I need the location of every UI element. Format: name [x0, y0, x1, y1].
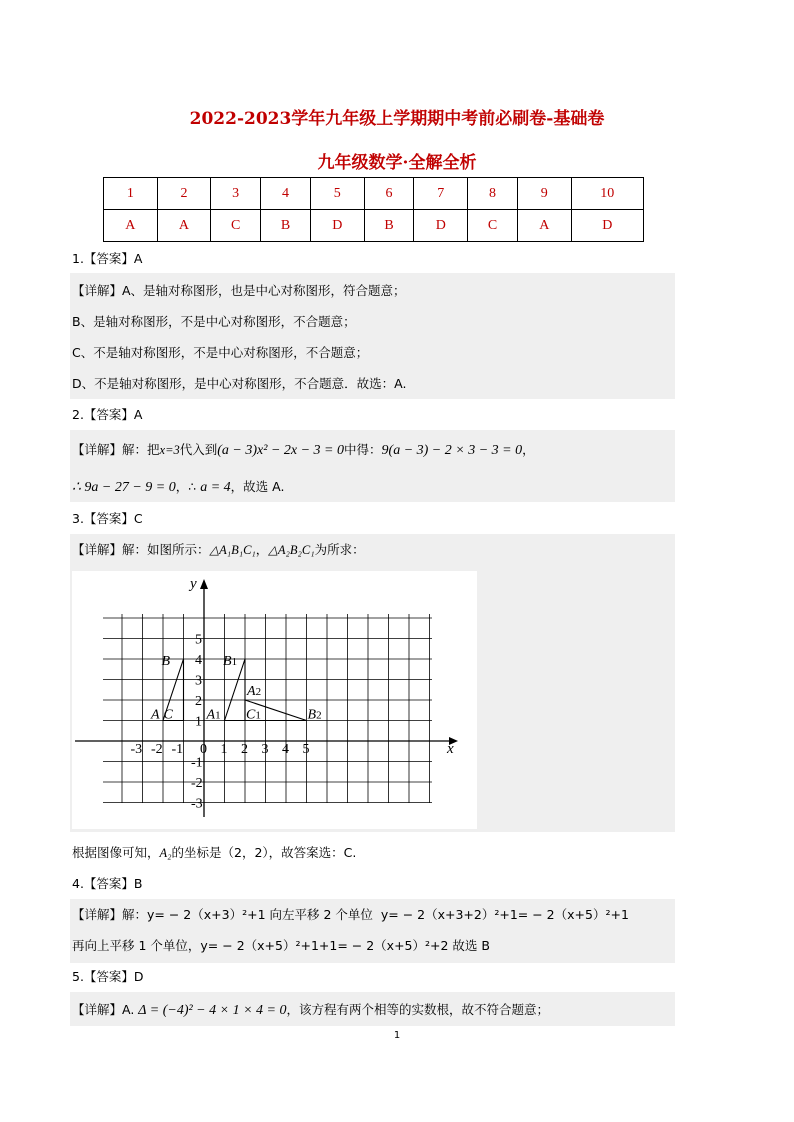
x-tick-label: -1	[171, 742, 184, 757]
label-letter: B	[307, 707, 317, 723]
coordinate-grid-figure	[72, 571, 477, 829]
q3-separator: ，	[255, 542, 269, 557]
x-tick-label: 2	[241, 742, 248, 757]
label-subscript: 1	[215, 709, 221, 722]
q2-answer: 2.【答案】A	[72, 407, 143, 422]
q5-detail-prefix: 【详解】A.	[72, 1002, 135, 1017]
document-subtitle: 九年级数学·全解全析	[317, 153, 477, 173]
table-cell: D	[310, 210, 364, 242]
label-subscript: 1	[255, 709, 261, 722]
table-cell: 6	[364, 178, 414, 210]
y-tick-label: -3	[191, 796, 203, 812]
table-cell: D	[414, 210, 468, 242]
answer-table-answer-row	[104, 210, 644, 242]
y-tick-label: 3	[195, 673, 202, 689]
q3-detail-suffix: 为所求：	[314, 542, 365, 557]
q1-detail-line: C、不是轴对称图形，不是中心对称图形，不合题意；	[72, 345, 369, 360]
table-cell: 2	[157, 178, 211, 210]
q4-step-1: y= − 2（x+3）²+1 向左平移 2 个单位	[147, 907, 373, 922]
x-tick-label: 0	[200, 742, 207, 757]
y-tick-label: -2	[191, 776, 203, 791]
q3-conclusion-prefix: 根据图像可知，	[72, 845, 160, 860]
q4-detail-line-2: 再向上平移 1 个单位，y= − 2（x+5）²+1+1= − 2（x+5）²+2 故选 B	[72, 938, 490, 953]
point-label-B2	[308, 708, 322, 723]
table-cell: D	[571, 210, 643, 242]
table-cell: 3	[211, 178, 261, 210]
x-tick-label: 5	[302, 742, 310, 757]
table-cell: 10	[571, 178, 643, 210]
point-label-B: B	[161, 654, 171, 669]
q2-equation-4: a = 4	[200, 480, 231, 495]
q5-answer: 5.【答案】D	[72, 969, 144, 984]
q4-detail-line-1	[72, 907, 629, 923]
x-tick-label: -2	[151, 742, 163, 757]
q4-answer: 4.【答案】B	[72, 876, 143, 891]
point-label-A2	[246, 684, 261, 699]
x-tick-label: 3	[261, 742, 269, 757]
point-label-C1	[246, 708, 261, 723]
table-cell: A	[104, 210, 158, 242]
y-tick-label: 5	[195, 632, 202, 648]
table-cell: A	[517, 210, 571, 242]
table-cell: C	[211, 210, 261, 242]
y-axis-label: y	[190, 576, 197, 592]
q4-step-2: y= − 2（x+3+2）²+1= − 2（x+5）²+1	[380, 907, 629, 922]
table-cell: 8	[468, 178, 518, 210]
point-label-A1	[206, 708, 221, 723]
document-title: 2022-2023学年九年级上学期期中考前必刷卷-基础卷	[189, 109, 605, 129]
label-subscript: 1	[231, 656, 238, 668]
q1-answer: 1.【答案】A	[72, 251, 143, 266]
q2-x-value: x=3	[159, 443, 180, 457]
x-tick-label: 4	[282, 742, 289, 757]
table-cell: C	[468, 210, 518, 242]
q5-equation: Δ = (−4)² − 4 × 1 × 4 = 0	[138, 1003, 287, 1018]
q2-equation-2: 9(a − 3) − 2 × 3 − 3 = 0	[381, 443, 523, 458]
q1-detail-line: B、是轴对称图形，不是中心对称图形，不合题意；	[72, 314, 356, 329]
q1-detail-line: 【详解】A、是轴对称图形，也是中心对称图形，符合题意；	[72, 283, 406, 298]
page-number: 1	[393, 1030, 401, 1041]
label-letter: C	[246, 707, 256, 723]
point-label-C: C	[163, 707, 173, 723]
table-cell: B	[261, 210, 311, 242]
table-cell: 9	[517, 178, 571, 210]
answer-table-number-row	[104, 178, 644, 210]
q2-choice: ，故选 A.	[230, 479, 285, 494]
label-letter: B	[223, 654, 232, 669]
q3-detail-prefix: 【详解】解：如图所示：	[72, 542, 210, 557]
q3-triangle-2: △A₂B₂C₁	[268, 543, 315, 557]
q2-detail-mid: 代入到	[179, 442, 218, 457]
q3-triangle-1: △A₁B₁C₁	[209, 543, 256, 557]
q1-detail-line: D、不是轴对称图形，是中心对称图形，不合题意．故选：A.	[72, 376, 407, 391]
q2-detail-line-2	[72, 479, 284, 496]
table-cell: 1	[104, 178, 158, 210]
answer-table	[103, 177, 644, 242]
table-cell: 7	[414, 178, 468, 210]
q3-answer: 3.【答案】C	[72, 511, 143, 526]
q2-therefore: ，∴	[175, 479, 197, 494]
q2-detail-prefix: 【详解】解：把	[72, 442, 160, 457]
table-cell: B	[364, 210, 414, 242]
x-axis-label: x	[447, 741, 454, 757]
table-cell: 4	[261, 178, 311, 210]
q2-equation-3: ∴ 9a − 27 − 9 = 0	[72, 480, 176, 495]
q3-conclusion	[72, 845, 356, 861]
table-cell: 5	[310, 178, 364, 210]
q5-detail-line	[72, 1002, 549, 1019]
label-letter: A	[206, 707, 216, 723]
point-label-A: A	[151, 707, 160, 723]
q2-detail-end: ，	[522, 442, 535, 457]
q3-conclusion-suffix: 的坐标是（2，2），故答案选：C.	[171, 845, 357, 860]
y-tick-label: -1	[191, 755, 203, 771]
q3-conclusion-point: A₂	[159, 846, 172, 860]
y-tick-label: 1	[195, 714, 202, 730]
q5-detail-suffix: ，该方程有两个相等的实数根，故不符合题意；	[286, 1002, 549, 1017]
label-letter: A	[247, 684, 256, 699]
x-tick-label: -3	[130, 742, 143, 757]
q2-equation-1: (a − 3)x² − 2x − 3 = 0	[217, 443, 345, 458]
label-subscript: 2	[316, 709, 322, 722]
point-label-B1	[223, 654, 237, 669]
x-tick-label: 1	[220, 742, 228, 757]
y-tick-label: 2	[195, 694, 202, 709]
y-tick-label: 4	[195, 653, 202, 668]
q2-detail-mid2: 中得：	[344, 442, 382, 457]
q2-detail-line-1	[72, 442, 535, 459]
q4-detail-prefix: 【详解】解：	[72, 907, 148, 922]
label-subscript: 2	[255, 686, 262, 698]
q3-detail-line	[72, 542, 365, 558]
table-cell: A	[157, 210, 211, 242]
